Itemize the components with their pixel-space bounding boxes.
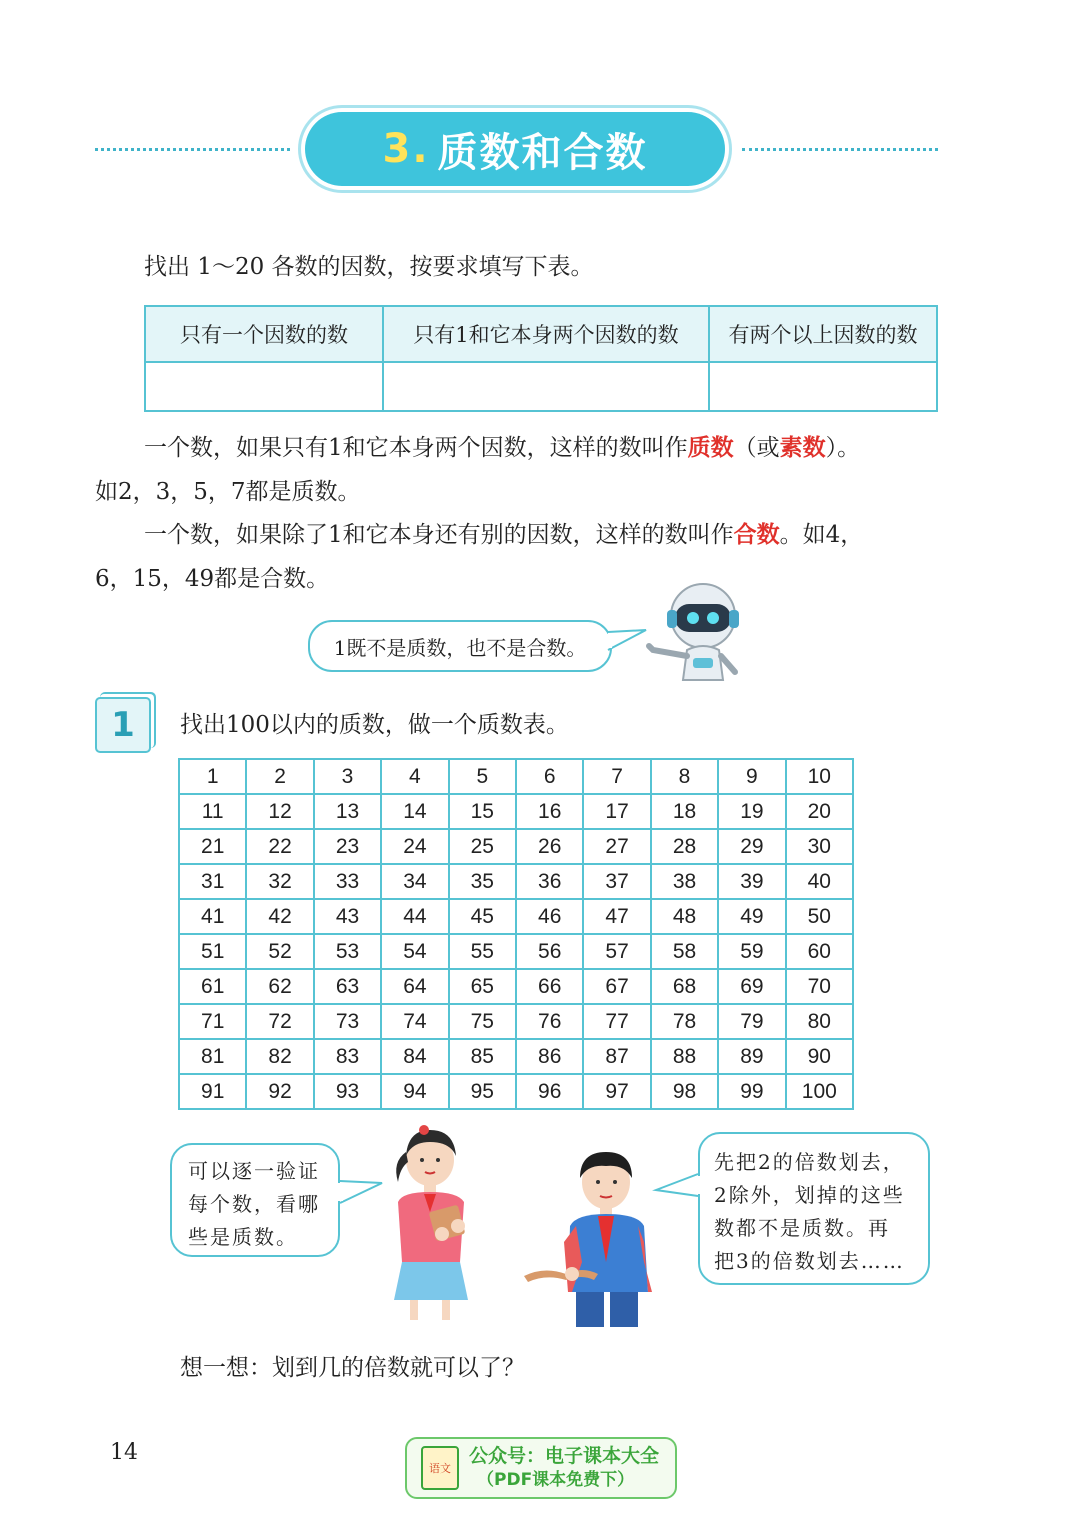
grid-number-cell[interactable]: 59 [719, 935, 784, 968]
grid-number-cell[interactable]: 63 [315, 970, 380, 1003]
grid-number-cell[interactable]: 55 [450, 935, 515, 968]
title-dots-right [742, 148, 938, 151]
grid-number-cell[interactable]: 2 [247, 760, 312, 793]
grid-number-cell[interactable]: 58 [652, 935, 717, 968]
grid-number-cell[interactable]: 53 [315, 935, 380, 968]
prime-definition-text: 一个数，如果只有1和它本身两个因数，这样的数叫作 [144, 435, 688, 461]
grid-number-cell[interactable]: 81 [180, 1040, 245, 1073]
grid-number-cell[interactable]: 60 [787, 935, 852, 968]
composite-definition-text: 一个数，如果除了1和它本身还有别的因数，这样的数叫作 [144, 522, 734, 548]
grid-number-cell[interactable]: 72 [247, 1005, 312, 1038]
grid-number-cell[interactable]: 1 [180, 760, 245, 793]
composite-definition [144, 513, 944, 557]
boy-bubble-tail [652, 1168, 702, 1204]
section-instruction: 找出100以内的质数，做一个质数表。 [180, 712, 569, 738]
book-icon [421, 1446, 459, 1490]
grid-number-cell[interactable]: 12 [247, 795, 312, 828]
grid-number-cell[interactable]: 88 [652, 1040, 717, 1073]
prime-definition-mid: （或 [733, 435, 780, 461]
grid-number-cell[interactable]: 97 [584, 1075, 649, 1108]
grid-number-cell[interactable]: 83 [315, 1040, 380, 1073]
footer-line-1: 公众号：电子课本大全 [469, 1445, 660, 1467]
section-number: 1 [111, 705, 135, 745]
grid-number-cell[interactable]: 56 [517, 935, 582, 968]
prime-examples: 如2，3，5，7都是质数。 [95, 479, 361, 505]
girl-speech-bubble [170, 1143, 340, 1257]
grid-number-cell[interactable]: 69 [719, 970, 784, 1003]
grid-number-cell[interactable]: 73 [315, 1005, 380, 1038]
robot-speech-text: 1既不是质数，也不是合数。 [333, 635, 587, 660]
grid-number-cell[interactable]: 68 [652, 970, 717, 1003]
grid-number-cell[interactable]: 18 [652, 795, 717, 828]
grid-number-cell[interactable]: 79 [719, 1005, 784, 1038]
grid-number-cell[interactable]: 6 [517, 760, 582, 793]
girl-student-illustration [380, 1122, 485, 1322]
grid-number-cell[interactable]: 40 [787, 865, 852, 898]
grid-number-cell[interactable]: 91 [180, 1075, 245, 1108]
grid-number-cell[interactable]: 77 [584, 1005, 649, 1038]
grid-number-cell[interactable]: 52 [247, 935, 312, 968]
grid-number-cell[interactable]: 38 [652, 865, 717, 898]
lesson-title [305, 112, 725, 186]
grid-number-cell[interactable]: 70 [787, 970, 852, 1003]
grid-number-cell[interactable]: 96 [517, 1075, 582, 1108]
grid-number-cell[interactable]: 20 [787, 795, 852, 828]
grid-number-cell[interactable]: 17 [584, 795, 649, 828]
grid-number-cell[interactable]: 80 [787, 1005, 852, 1038]
term-prime-alt: 素数 [779, 434, 826, 461]
grid-number-cell[interactable]: 92 [247, 1075, 312, 1108]
grid-number-cell[interactable]: 21 [180, 830, 245, 863]
grid-number-cell[interactable]: 67 [584, 970, 649, 1003]
page-number: 14 [110, 1440, 138, 1465]
term-composite: 合数 [733, 521, 780, 548]
book-icon-label: 语文 [429, 1462, 451, 1475]
grid-number-cell[interactable]: 13 [315, 795, 380, 828]
grid-number-cell[interactable]: 48 [652, 900, 717, 933]
grid-number-cell[interactable]: 84 [382, 1040, 447, 1073]
grid-number-cell[interactable]: 100 [787, 1075, 852, 1108]
grid-number-cell[interactable]: 33 [315, 865, 380, 898]
grid-number-cell[interactable]: 85 [450, 1040, 515, 1073]
grid-number-cell[interactable]: 9 [719, 760, 784, 793]
factor-header-one: 只有一个因数的数 [145, 306, 383, 362]
grid-number-cell[interactable]: 32 [247, 865, 312, 898]
hundred-number-grid [178, 758, 854, 1110]
footer-line-2: （PDF课本免费下） [477, 1470, 635, 1490]
grid-number-cell[interactable]: 35 [450, 865, 515, 898]
girl-speech-line: 每个数，看哪 [188, 1192, 320, 1216]
grid-number-cell[interactable]: 74 [382, 1005, 447, 1038]
grid-number-cell[interactable]: 23 [315, 830, 380, 863]
grid-number-cell[interactable]: 30 [787, 830, 852, 863]
grid-number-cell[interactable]: 8 [652, 760, 717, 793]
grid-number-cell[interactable]: 66 [517, 970, 582, 1003]
grid-number-cell[interactable]: 46 [517, 900, 582, 933]
boy-speech-line: 先把2的倍数划去， [714, 1150, 905, 1174]
grid-number-cell[interactable]: 87 [584, 1040, 649, 1073]
girl-speech-line: 可以逐一验证 [188, 1159, 320, 1183]
grid-number-cell[interactable]: 64 [382, 970, 447, 1003]
factor-table [144, 305, 938, 412]
grid-number-cell[interactable]: 61 [180, 970, 245, 1003]
factor-cell-one[interactable] [145, 362, 383, 411]
grid-number-cell[interactable]: 49 [719, 900, 784, 933]
boy-speech-bubble [698, 1132, 930, 1285]
grid-number-cell[interactable]: 89 [719, 1040, 784, 1073]
grid-number-cell[interactable]: 99 [719, 1075, 784, 1108]
grid-number-cell[interactable]: 71 [180, 1005, 245, 1038]
prime-definition [144, 426, 944, 470]
robot-icon [645, 578, 745, 682]
grid-number-cell[interactable]: 34 [382, 865, 447, 898]
grid-number-cell[interactable]: 86 [517, 1040, 582, 1073]
robot-speech-bubble [308, 620, 612, 672]
grid-number-cell[interactable]: 75 [450, 1005, 515, 1038]
grid-number-cell[interactable]: 14 [382, 795, 447, 828]
grid-number-cell[interactable]: 26 [517, 830, 582, 863]
intro-text: 找出 1～20 各数的因数，按要求填写下表。 [144, 254, 594, 280]
grid-number-cell[interactable]: 78 [652, 1005, 717, 1038]
girl-bubble-tail [336, 1175, 386, 1211]
grid-number-cell[interactable]: 54 [382, 935, 447, 968]
boy-speech-line: 数都不是质数。再 [714, 1216, 890, 1240]
girl-speech-line: 些是质数。 [188, 1225, 298, 1249]
grid-number-cell[interactable]: 3 [315, 760, 380, 793]
grid-number-cell[interactable]: 50 [787, 900, 852, 933]
prime-definition-end: ）。 [825, 435, 861, 461]
section-number-badge [95, 697, 151, 753]
composite-examples: 6，15，49都是合数。 [95, 566, 330, 592]
grid-number-cell[interactable]: 16 [517, 795, 582, 828]
factor-cell-more[interactable] [709, 362, 937, 411]
grid-number-cell[interactable]: 44 [382, 900, 447, 933]
grid-number-cell[interactable]: 42 [247, 900, 312, 933]
lesson-number: 3. [382, 126, 430, 172]
grid-number-cell[interactable]: 4 [382, 760, 447, 793]
title-dots-left [95, 148, 290, 151]
grid-number-cell[interactable]: 57 [584, 935, 649, 968]
footer-watermark [405, 1437, 677, 1499]
grid-number-cell[interactable]: 15 [450, 795, 515, 828]
grid-number-cell[interactable]: 5 [450, 760, 515, 793]
grid-number-cell[interactable]: 65 [450, 970, 515, 1003]
grid-number-cell[interactable]: 39 [719, 865, 784, 898]
grid-number-cell[interactable]: 98 [652, 1075, 717, 1108]
grid-number-cell[interactable]: 37 [584, 865, 649, 898]
grid-number-cell[interactable]: 19 [719, 795, 784, 828]
robot-bubble-tail [600, 628, 650, 658]
term-prime: 质数 [687, 434, 734, 461]
grid-number-cell[interactable]: 95 [450, 1075, 515, 1108]
grid-number-cell[interactable]: 11 [180, 795, 245, 828]
grid-number-cell[interactable]: 25 [450, 830, 515, 863]
boy-student-illustration [520, 1142, 665, 1327]
grid-number-cell[interactable]: 47 [584, 900, 649, 933]
grid-number-cell[interactable]: 22 [247, 830, 312, 863]
grid-number-cell[interactable]: 43 [315, 900, 380, 933]
grid-number-cell[interactable]: 82 [247, 1040, 312, 1073]
lesson-title-text: 质数和合数 [437, 129, 648, 176]
grid-number-cell[interactable]: 36 [517, 865, 582, 898]
grid-number-cell[interactable]: 45 [450, 900, 515, 933]
think-question: 想一想：划到几的倍数就可以了？ [180, 1355, 525, 1381]
boy-speech-line: 2除外，划掉的这些 [714, 1183, 905, 1207]
grid-number-cell[interactable]: 76 [517, 1005, 582, 1038]
factor-header-two: 只有1和它本身两个因数的数 [383, 306, 709, 362]
grid-number-cell[interactable]: 28 [652, 830, 717, 863]
grid-number-cell[interactable]: 41 [180, 900, 245, 933]
grid-number-cell[interactable]: 29 [719, 830, 784, 863]
grid-number-cell[interactable]: 90 [787, 1040, 852, 1073]
composite-definition-tail: 。如4， [779, 522, 864, 548]
grid-number-cell[interactable]: 94 [382, 1075, 447, 1108]
grid-number-cell[interactable]: 7 [584, 760, 649, 793]
grid-number-cell[interactable]: 51 [180, 935, 245, 968]
grid-number-cell[interactable]: 24 [382, 830, 447, 863]
boy-speech-line: 把3的倍数划去…… [714, 1249, 905, 1273]
grid-number-cell[interactable]: 27 [584, 830, 649, 863]
grid-number-cell[interactable]: 31 [180, 865, 245, 898]
grid-number-cell[interactable]: 62 [247, 970, 312, 1003]
grid-number-cell[interactable]: 10 [787, 760, 852, 793]
factor-cell-two[interactable] [383, 362, 709, 411]
factor-header-more: 有两个以上因数的数 [709, 306, 937, 362]
grid-number-cell[interactable]: 93 [315, 1075, 380, 1108]
